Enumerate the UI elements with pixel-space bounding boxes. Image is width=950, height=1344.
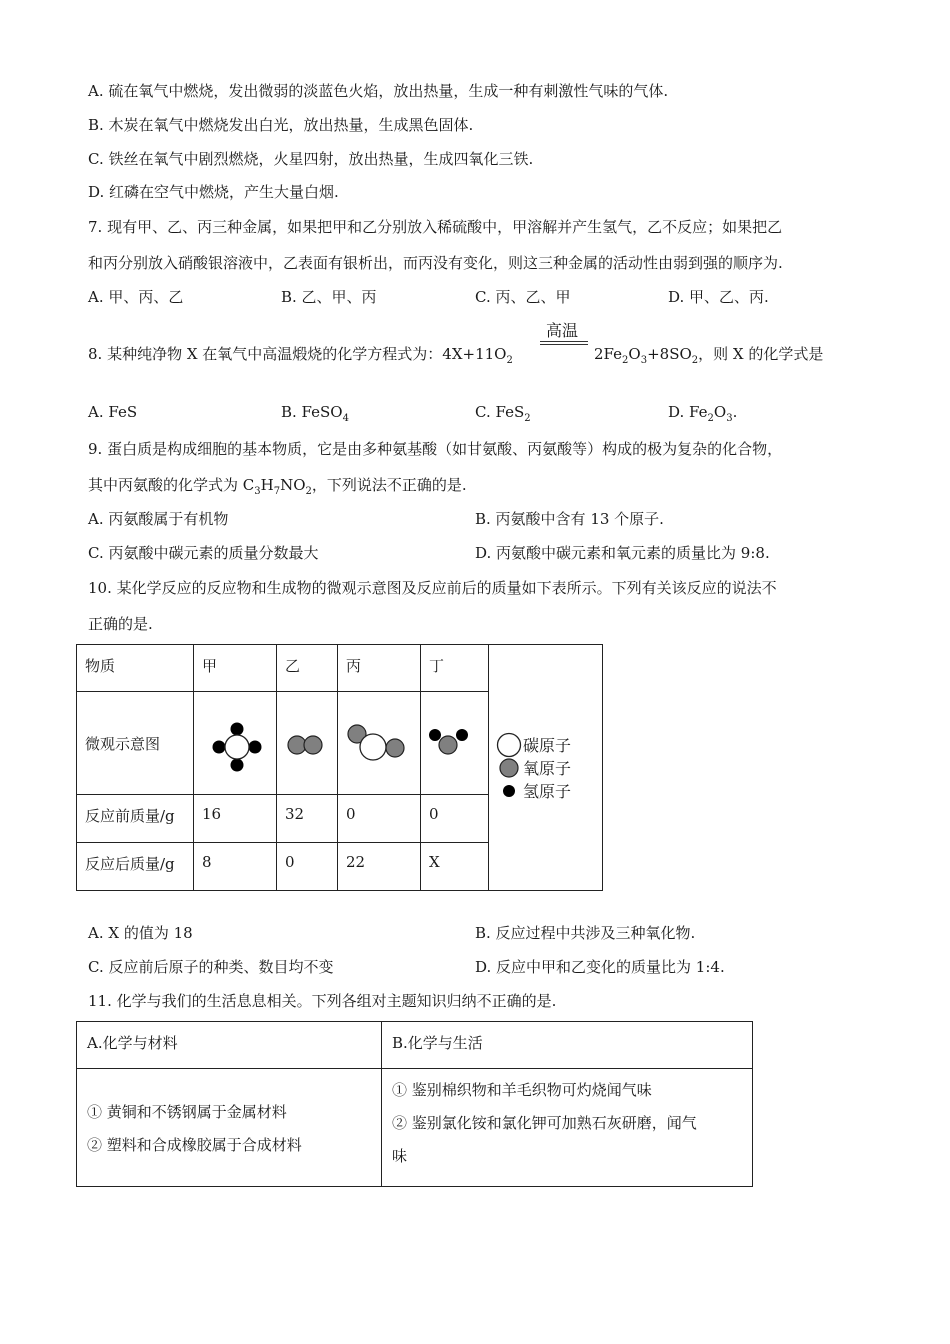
- water-molecule-icon: [421, 692, 488, 790]
- legend-carbon: [495, 733, 596, 756]
- q7-stem-line1: 7. 现有甲、乙、丙三种金属，如果把甲和乙分别放入稀硫酸中，甲溶解并产生氢气，乙不反应；如果把乙: [88, 218, 783, 236]
- q7-stem-line2: 和丙分别放入硝酸银溶液中，乙表面有银析出，而丙没有变化，则这三种金属的活动性由弱到强的顺序为.: [88, 254, 783, 272]
- q10-after-bing: 22: [338, 843, 421, 891]
- q10-stem-line1: 10. 某化学反应的反应物和生成物的微观示意图及反应前后的质量如下表所示。下列有关该反应的说法不: [88, 579, 777, 597]
- q7-option-c: C. 丙、乙、甲: [475, 288, 571, 306]
- q8-option-b: [281, 403, 349, 424]
- q10-option-d: D. 反应中甲和乙变化的质量比为 1:4.: [475, 958, 725, 976]
- q6-option-b: B. 木炭在氧气中燃烧发出白光，放出热量，生成黑色固体.: [88, 116, 474, 134]
- q10-after-yi: 0: [277, 843, 338, 891]
- q8-suffix: ，则 X 的化学式是: [698, 345, 824, 363]
- q8-option-d-sub2: 3: [726, 413, 733, 424]
- q8-option-d-main: D. Fe: [668, 403, 708, 421]
- q8-o2-sub: 2: [506, 355, 513, 366]
- q8-option-a: A. FeS: [88, 403, 138, 421]
- q8-option-c-sub: 2: [524, 413, 531, 424]
- q9-formula-c: NO: [280, 476, 306, 494]
- q10-header-yi: 乙: [277, 645, 338, 692]
- q6-option-c: C. 铁丝在氧气中剧烈燃烧，火星四射，放出热量，生成四氧化三铁.: [88, 150, 534, 168]
- q8-arrow-line-2: [540, 344, 588, 345]
- q11-b-item2-line1: ② 鉴别氯化铵和氯化钾可加熟石灰研磨，闻气: [392, 1114, 697, 1132]
- q10-micro-bing: [338, 692, 421, 795]
- q10-before-yi: 32: [277, 795, 338, 843]
- legend-hydrogen: [495, 779, 596, 802]
- q9-formula-a: 其中丙氨酸的化学式为 C: [88, 476, 255, 494]
- q10-before-label: 反应前质量/g: [77, 795, 194, 843]
- q8-product1: 2Fe: [594, 345, 623, 363]
- q8-arrow-line-1: [540, 341, 588, 342]
- q9-option-c: C. 丙氨酸中碳元素的质量分数最大: [88, 544, 319, 562]
- carbon-dioxide-molecule-icon: [338, 692, 420, 790]
- q8-product1-sub2: 3: [640, 355, 648, 366]
- q8-condition: 高温: [546, 321, 579, 340]
- q10-after-label: 反应后质量/g: [77, 843, 194, 891]
- q10-micro-label: 微观示意图: [77, 692, 194, 795]
- q8-product1-sub1: 2: [622, 355, 629, 366]
- q9-stem-line2: [88, 474, 467, 497]
- q9-formula-sub3: 2: [305, 486, 312, 497]
- legend-oxygen-label: 氧原子: [523, 759, 572, 778]
- q10-legend: [489, 645, 603, 891]
- q7-option-a: A. 甲、丙、乙: [88, 288, 184, 306]
- q9-option-d: D. 丙氨酸中碳元素和氧元素的质量比为 9:8.: [475, 544, 770, 562]
- q10-option-b: B. 反应过程中共涉及三种氧化物.: [475, 924, 696, 942]
- q7-option-d: D. 甲、乙、丙.: [668, 288, 769, 306]
- q10-micro-jia: [194, 692, 277, 795]
- q10-header-bing: 丙: [338, 645, 421, 692]
- q8-products: [594, 343, 823, 366]
- q8-option-d-mid: O: [713, 403, 727, 421]
- carbon-atom-icon: [495, 732, 523, 758]
- oxygen-atom-icon: [495, 757, 523, 779]
- q6-option-d: D. 红磷在空气中燃烧，产生大量白烟.: [88, 183, 339, 201]
- q9-formula-b: H: [260, 476, 274, 494]
- q10-table: [76, 644, 603, 891]
- legend-oxygen: [495, 756, 596, 779]
- q10-micro-ding: [421, 692, 489, 795]
- methane-molecule-icon: [194, 692, 276, 790]
- q8-product1-mid: O: [628, 345, 641, 363]
- q10-header-ding: 丁: [421, 645, 489, 692]
- q7-option-b: B. 乙、甲、丙: [281, 288, 377, 306]
- legend-hydrogen-label: 氢原子: [523, 782, 572, 801]
- q8-option-d: [668, 403, 737, 424]
- q10-header-substance: 物质: [77, 645, 194, 692]
- q8-option-c-main: C. FeS: [475, 403, 525, 421]
- q9-stem-line1: 9. 蛋白质是构成细胞的基本物质，它是由多种氨基酸（如甘氨酸、丙氨酸等）构成的极为复杂的化合物，: [88, 440, 783, 458]
- q11-b-item2-line2: 味: [392, 1147, 408, 1165]
- q10-option-a: A. X 的值为 18: [88, 924, 193, 942]
- q9-option-b: B. 丙氨酸中含有 13 个原子.: [475, 510, 664, 528]
- q8-stem: [88, 343, 513, 366]
- q10-stem-line2: 正确的是.: [88, 615, 153, 633]
- q10-before-jia: 16: [194, 795, 277, 843]
- q10-before-ding: 0: [421, 795, 489, 843]
- q11-a-title: A.化学与材料: [77, 1022, 382, 1069]
- q8-option-c: [475, 403, 531, 424]
- q10-after-ding: X: [421, 843, 489, 891]
- q9-formula-d: ，下列说法不正确的是.: [311, 476, 467, 494]
- q11-b-item1: ① 鉴别棉织物和羊毛织物可灼烧闻气味: [392, 1081, 652, 1099]
- q6-option-a: A. 硫在氧气中燃烧，发出微弱的淡蓝色火焰，放出热量，生成一种有刺激性气味的气体.: [88, 82, 669, 100]
- q9-formula-sub2: 7: [273, 486, 281, 497]
- q11-table: [76, 1021, 753, 1187]
- q8-option-b-main: B. FeSO: [281, 403, 343, 421]
- q9-option-a: A. 丙氨酸属于有机物: [88, 510, 229, 528]
- q10-option-c: C. 反应前后原子的种类、数目均不变: [88, 958, 334, 976]
- q11-a-item2: ② 塑料和合成橡胶属于合成材料: [87, 1135, 302, 1154]
- q11-a-content: [77, 1069, 382, 1187]
- q10-micro-yi: [277, 692, 338, 795]
- q8-product2-sub: 2: [691, 355, 699, 366]
- q8-option-d-sub1: 2: [707, 413, 714, 424]
- q11-a-item1: ① 黄铜和不锈钢属于金属材料: [87, 1102, 287, 1121]
- q10-before-bing: 0: [338, 795, 421, 843]
- legend-carbon-label: 碳原子: [523, 736, 572, 755]
- q10-after-jia: 8: [194, 843, 277, 891]
- q11-stem: 11. 化学与我们的生活息息相关。下列各组对主题知识归纳不正确的是.: [88, 992, 557, 1010]
- q9-formula-sub1: 3: [254, 486, 261, 497]
- hydrogen-atom-icon: [495, 783, 523, 799]
- q8-option-b-sub: 4: [342, 413, 349, 424]
- q8-prefix: 8. 某种纯净物 X 在氧气中高温煅烧的化学方程式为：4X+11O: [88, 345, 507, 363]
- q11-b-title: B.化学与生活: [382, 1022, 753, 1069]
- q11-b-content: [382, 1069, 753, 1187]
- q8-option-d-end: .: [732, 403, 738, 421]
- q8-product2: +8SO: [647, 345, 692, 363]
- oxygen-molecule-icon: [277, 692, 337, 790]
- q10-header-jia: 甲: [194, 645, 277, 692]
